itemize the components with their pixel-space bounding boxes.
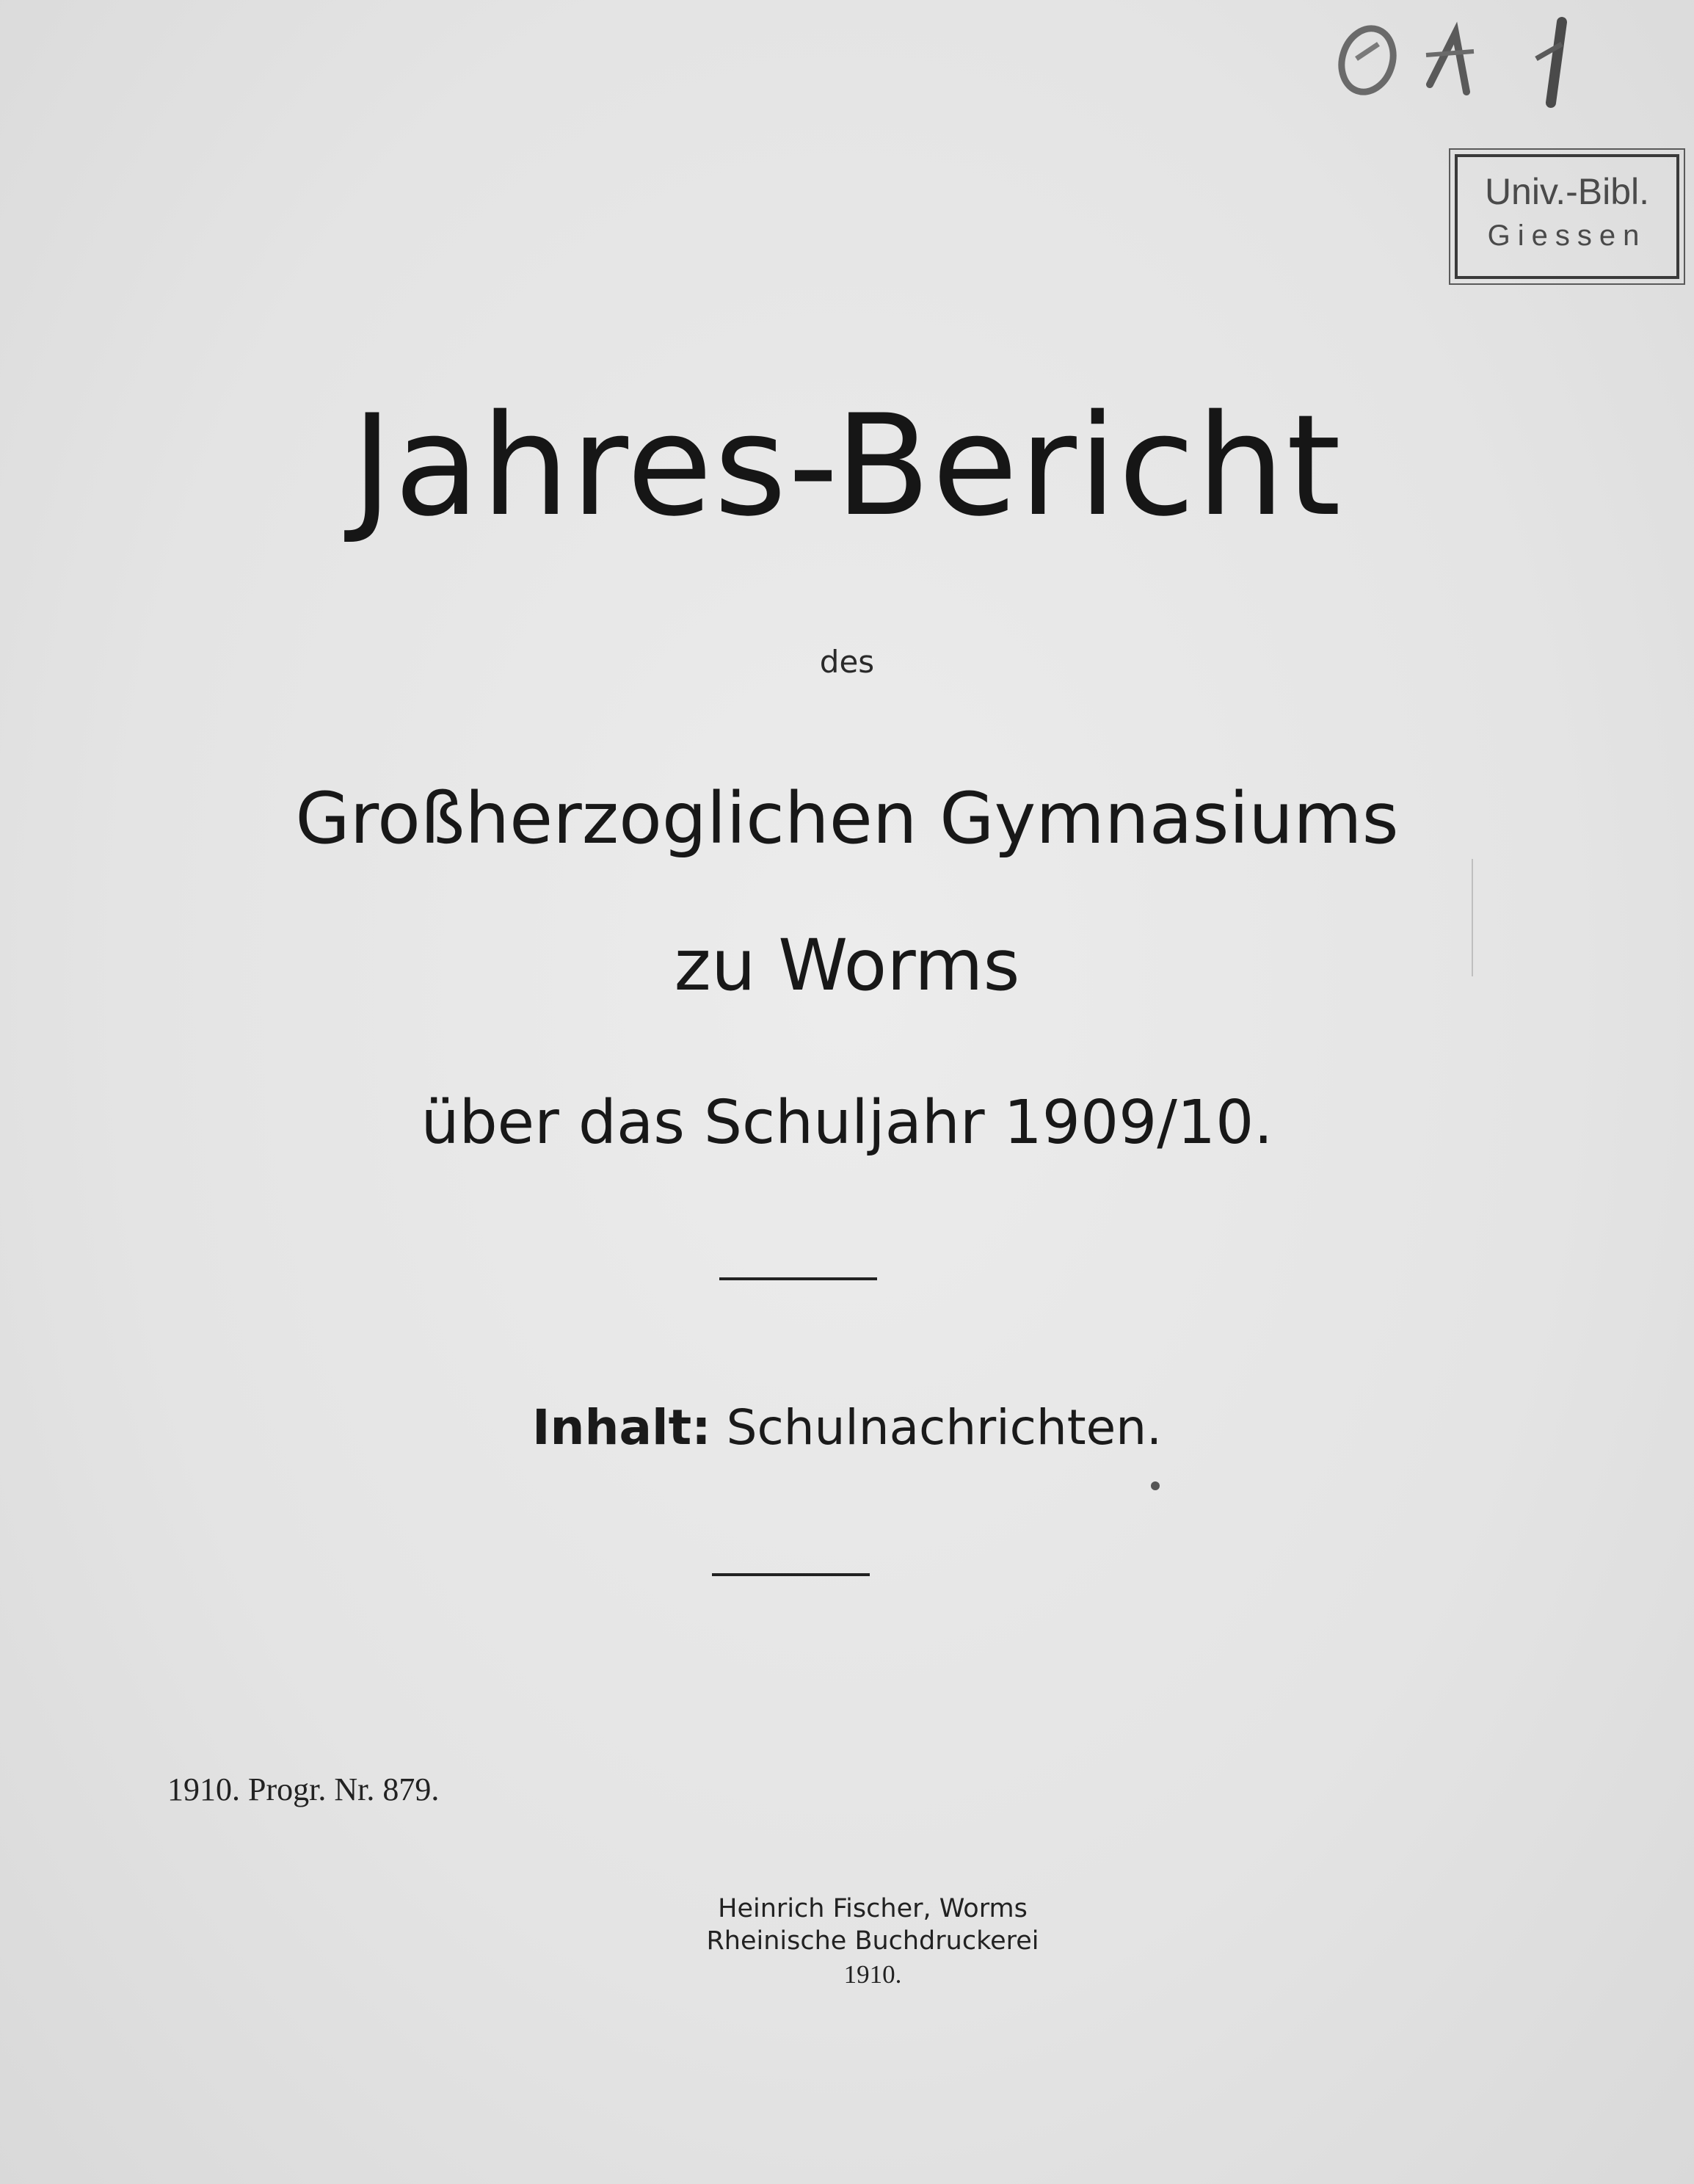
divider-bottom [712,1573,870,1576]
printer-business: Rheinische Buchdruckerei [706,1926,1039,1956]
title-connector: des [819,644,875,680]
paper-speck [1151,1481,1160,1490]
library-stamp [1455,154,1679,279]
stamp-line-1: Univ.-Bibl. [1484,171,1650,212]
contents-line [0,1395,1694,1461]
program-number: 1910. Progr. Nr. 879. [167,1771,440,1807]
paper-crease [1472,859,1473,976]
printer-name: Heinrich Fischer, Worms [718,1894,1028,1923]
contents-label: Inhalt: [531,1399,711,1456]
school-year: über das Schuljahr 1909/10. [421,1088,1273,1158]
document-title: Jahres-Bericht [351,385,1343,547]
divider-top [719,1277,877,1280]
stamp-line-2: Giessen [1487,220,1647,252]
printer-year: 1910. [843,1960,902,1989]
contents-value: Schulnachrichten. [726,1399,1163,1456]
institution-location: zu Worms [674,924,1020,1006]
institution-name: Großherzoglichen Gymnasiums [295,777,1399,860]
handwritten-shelfmark [1327,15,1606,117]
